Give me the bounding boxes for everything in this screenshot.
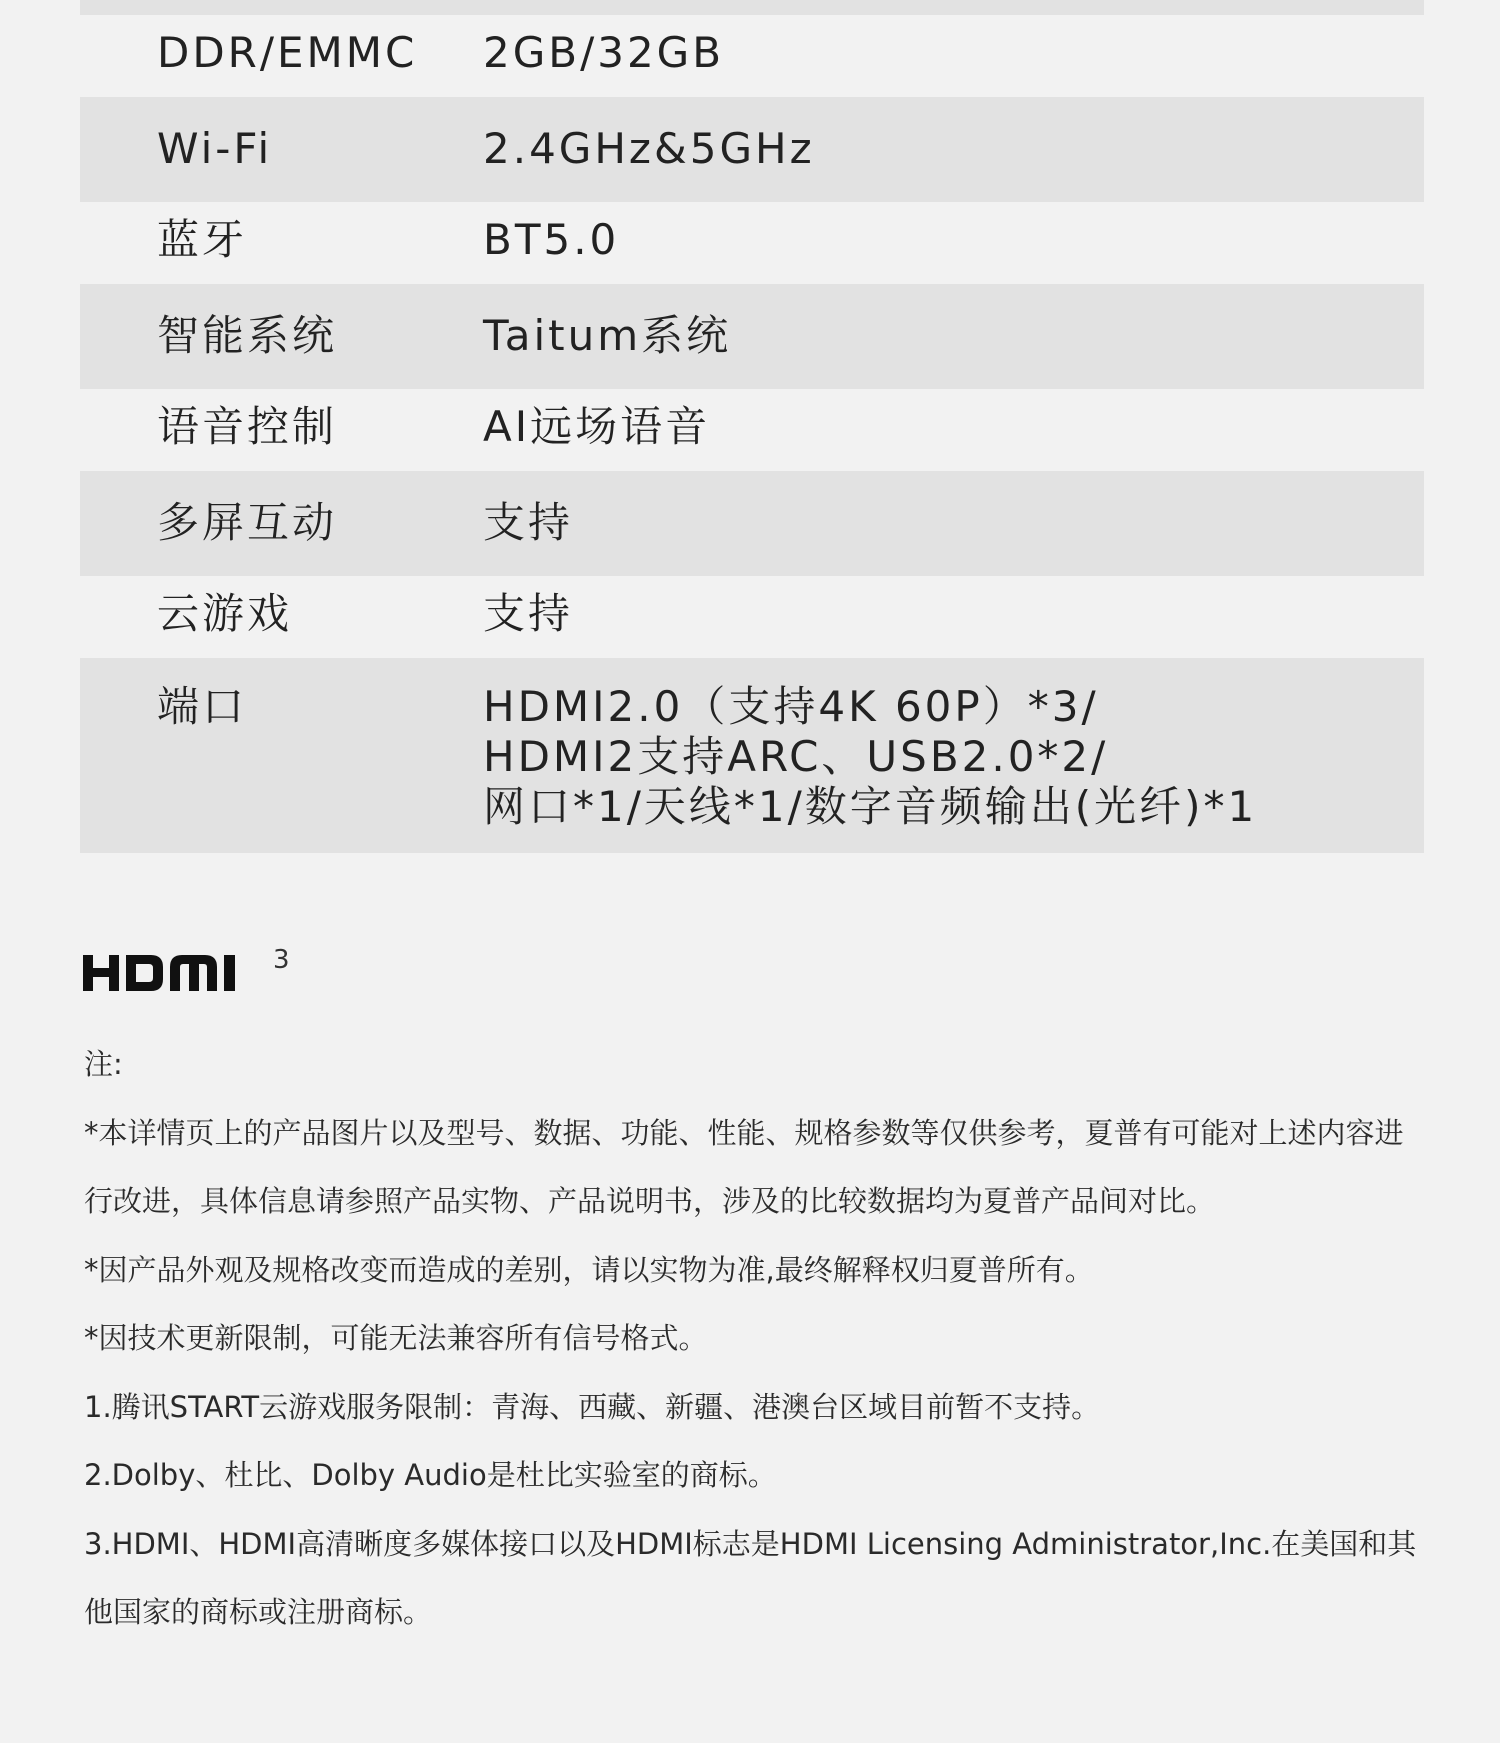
spec-row-wifi xyxy=(80,97,1424,202)
spec-value: Taitum系统 xyxy=(483,311,732,360)
spec-label: 语音控制 xyxy=(157,402,338,451)
spec-value: HDMI2.0（支持4K 60P）*3/ HDMI2支持ARC、USB2.0*2/ 网口*1/天线*1/数字音频输出(光纤)*1 xyxy=(483,682,1258,831)
notes-line: *本详情页上的产品图片以及型号、数据、功能、性能、规格参数等仅供参考，夏普有可能对上述内容进行改进，具体信息请参照产品实物、产品说明书，涉及的比较数据均为夏普产品间对比。 xyxy=(84,1115,1404,1218)
spec-value: 支持 xyxy=(483,498,574,547)
spec-row-voice-control xyxy=(80,389,1424,471)
spec-label: 多屏互动 xyxy=(157,498,338,547)
spec-label: Wi-Fi xyxy=(157,124,273,173)
notes-line: *因技术更新限制，可能无法兼容所有信号格式。 xyxy=(84,1321,708,1355)
spec-label: 端口 xyxy=(157,682,248,731)
hdmi-logo xyxy=(83,945,290,1005)
notes-heading: 注: xyxy=(84,1047,123,1081)
spec-row-cloud-gaming xyxy=(80,576,1424,658)
notes-line: 2.Dolby、杜比、Dolby Audio是杜比实验室的商标。 xyxy=(84,1458,777,1492)
spec-value: AI远场语音 xyxy=(483,402,711,451)
spec-row-multiscreen xyxy=(80,471,1424,576)
spec-row-ddr-emmc xyxy=(80,15,1424,97)
table-top-strip xyxy=(80,0,1424,15)
spec-value: 支持 xyxy=(483,589,574,638)
spec-label: 云游戏 xyxy=(157,589,293,638)
spec-value: BT5.0 xyxy=(483,215,620,264)
notes-line: 3.HDMI、HDMI高清晰度多媒体接口以及HDMI标志是HDMI Licensing Administrator,Inc.在美国和其他国家的商标或注册商标。 xyxy=(84,1526,1417,1629)
spec-value: 2GB/32GB xyxy=(483,28,725,77)
spec-table xyxy=(80,0,1424,853)
notes-line: *因产品外观及规格改变而造成的差别，请以实物为准,最终解释权归夏普所有。 xyxy=(84,1252,1094,1287)
hdmi-superscript: 3 xyxy=(273,945,290,975)
notes-line: 1.腾讯START云游戏服务限制：青海、西藏、新疆、港澳台区域目前暂不支持。 xyxy=(84,1389,1101,1424)
spec-row-smart-system xyxy=(80,284,1424,389)
hdmi-logo-icon xyxy=(83,945,263,993)
spec-row-bluetooth xyxy=(80,202,1424,284)
spec-label: DDR/EMMC xyxy=(157,28,418,77)
notes-section xyxy=(84,1030,1424,1647)
spec-label: 蓝牙 xyxy=(157,215,248,264)
spec-value: 2.4GHz&5GHz xyxy=(483,124,815,173)
spec-label: 智能系统 xyxy=(157,311,338,360)
spec-row-ports xyxy=(80,658,1424,853)
